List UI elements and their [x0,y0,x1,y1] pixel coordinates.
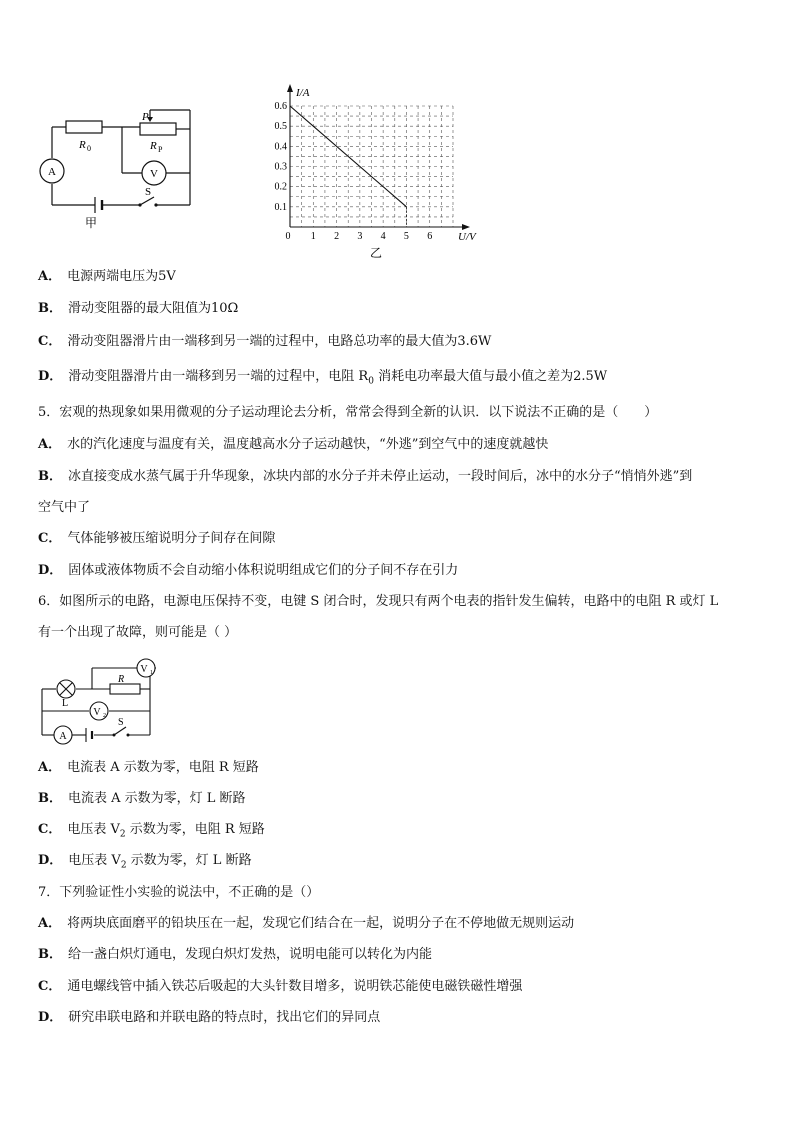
circuit-diagram-jia [30,100,230,230]
caption-yi: 乙 [370,246,383,260]
label-l-q6: L [62,698,69,709]
x-axis-arrow [462,224,470,230]
q6-stem-cont: 有一个出现了故障，则可能是（ ） [38,625,238,640]
q6-option-c: C． 电压表 $V_2$ 示数为零，电阻 R 短路 [38,822,265,840]
q5-option-d: D． 固体或液体物质不会自动缩小体积说明组成它们的分子间不存在引力 [38,563,459,578]
q7-stem: 7．下列验证性小实验的说法中，不正确的是（） [38,885,320,900]
q7-option-c: C． 通电螺线管中插入铁芯后吸起的大头针数目增多，说明铁芯能使电磁铁磁性增强 [38,979,523,994]
voltmeter-v2 [90,702,108,720]
voltmeter-v1 [137,659,155,677]
svg-text:1: 1 [150,670,153,676]
q5-option-c: C． 气体能够被压缩说明分子间存在间隙 [38,531,276,546]
x-tick-label: 4 [380,231,386,242]
q6-stem: 6．如图所示的电路，电源电压保持不变，电键 S 闭合时，发现只有两个电表的指针发生偏转，电路中的电阻 R 或灯 L [38,594,719,609]
svg-text:A: A [59,731,67,742]
svg-text:V: V [150,168,158,180]
q6-option-a: A． 电流表 A 示数为零，电阻 R 短路 [38,760,259,775]
graph-ticks [275,101,433,242]
y-axis-arrow [287,84,293,92]
circuit-diagram-q6 [34,656,164,748]
label-r0: R [79,139,86,151]
y-tick-label: 0.6 [274,101,287,112]
q5-option-b: B． 冰直接变成水蒸气属于升华现象，冰块内部的水分子并未停止运动，一段时间后，冰中的水分子“悄悄外逃”到 [38,469,693,484]
q4-option-c: C． 滑动变阻器滑片由一端移到另一端的过程中，电路总功率的最大值为3.6W [38,334,492,349]
svg-text:2: 2 [103,713,106,719]
svg-text:V: V [93,707,101,718]
y-tick-label: 0.1 [274,201,287,213]
x-tick-label: 2 [334,231,340,242]
y-tick-label: 0.3 [274,161,287,173]
q5-option-b-cont: 空气中了 [38,500,91,515]
label-r-q6: R [118,674,125,685]
q6-option-d: D． 电压表 $V_2$ 示数为零，灯 L 断路 [38,853,252,871]
ammeter-a-q6 [54,726,72,744]
q7-option-b: B． 给一盏白炽灯通电，发现白炽灯发热，说明电能可以转化为内能 [38,947,433,962]
iu-graph [262,80,492,265]
q7-option-d: D． 研究串联电路和并联电路的特点时，找出它们的异同点 [38,1010,381,1025]
label-rp-sub: P [158,145,163,154]
q5-stem: 5．宏观的热现象如果用微观的分子运动理论去分析，常常会得到全新的认识．以下说法不正确的是（ ） [38,405,658,420]
label-s: S [145,186,152,198]
y-tick-label: 0.4 [274,141,287,153]
graph-y-label: I/A [296,87,310,99]
q4-option-b: B． 滑动变阻器的最大阻值为10Ω [38,301,239,316]
svg-text:V: V [140,664,148,675]
label-s-q6: S [118,717,124,728]
x-tick-label: 0 [285,231,291,242]
y-tick-label: 0.2 [274,181,287,193]
lamp-l [57,680,75,698]
q4-option-d: D． 滑动变阻器滑片由一端移到另一端的过程中，电阻 $R_0$ 消耗电功率最大值与最小值之差为2.5W [38,369,608,387]
q6-option-b: B． 电流表 A 示数为零，灯 L 断路 [38,791,246,806]
label-p: P [142,111,149,123]
graph-grid [290,106,453,227]
q5-option-a: A． 水的汽化速度与温度有关，温度越高水分子运动越快，“外逃”到空气中的速度就越快 [38,437,549,452]
x-tick-label: 1 [310,231,316,242]
y-tick-label: 0.5 [274,121,287,133]
q4-option-a: A． 电源两端电压为5V [38,269,176,284]
svg-text:A: A [48,166,56,178]
caption-jia: 甲 [85,216,98,230]
x-tick-label: 6 [427,231,433,242]
label-r0-sub: 0 [87,144,91,153]
q7-option-a: A． 将两块底面磨平的铅块压在一起，发现它们结合在一起，说明分子在不停地做无规则运动 [38,916,575,931]
ammeter-a [40,159,64,183]
x-tick-label: 5 [403,231,409,242]
label-rp: R [150,140,157,152]
voltmeter-v [142,161,166,185]
graph-x-label: U/V [458,231,476,243]
x-tick-label: 3 [357,231,363,242]
